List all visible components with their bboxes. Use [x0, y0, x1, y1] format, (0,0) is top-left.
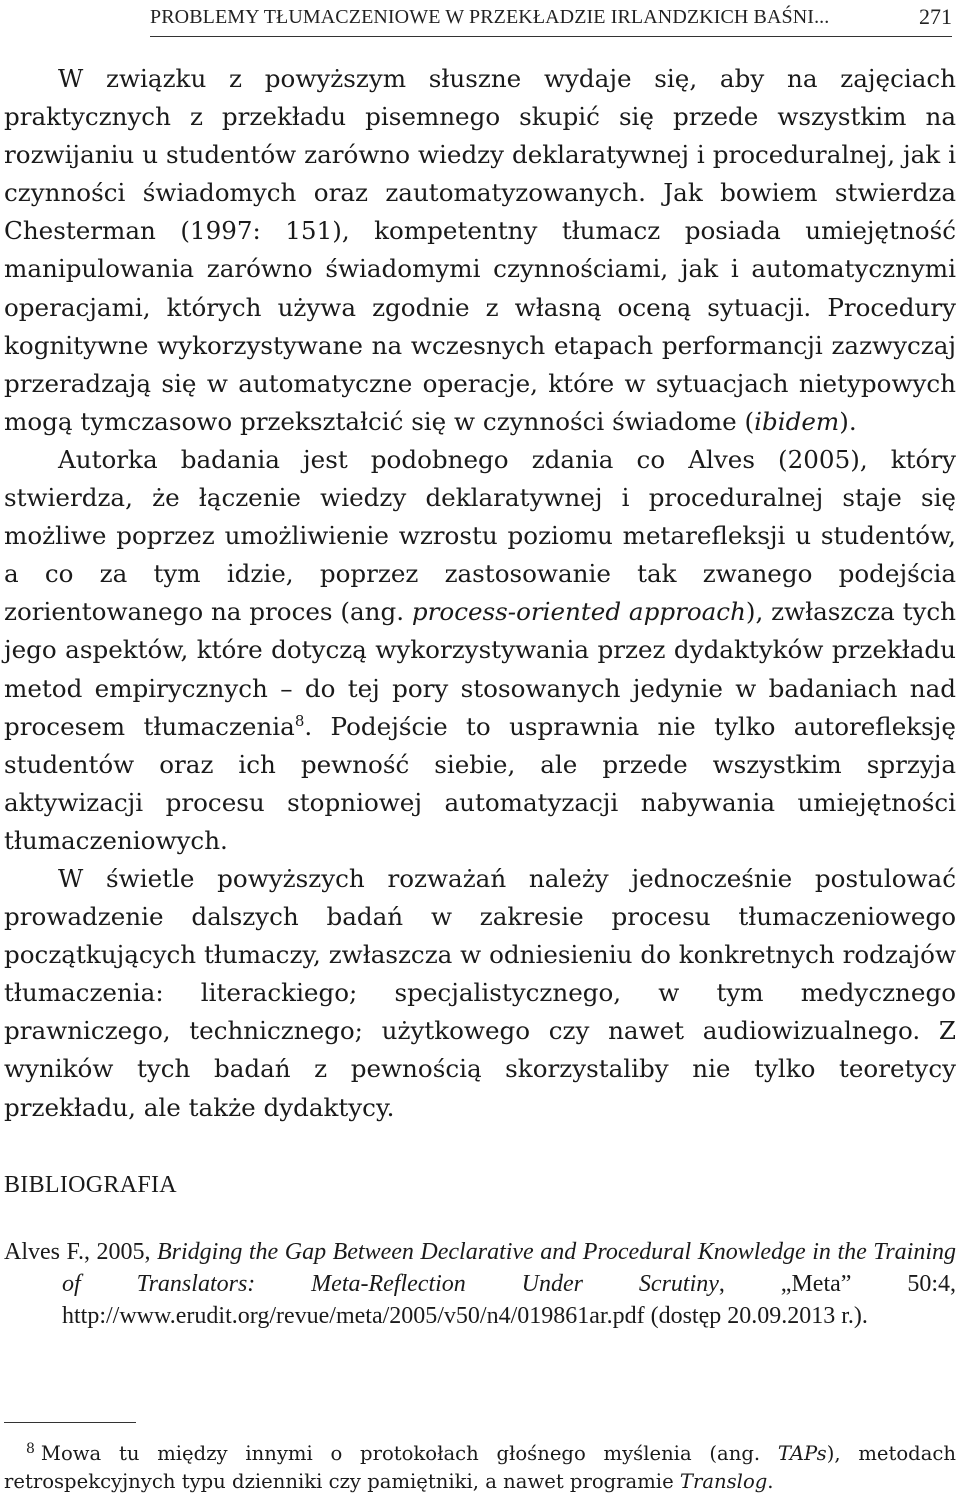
- bibliography-entry: [4, 1236, 956, 1332]
- translog-term: Translog: [679, 1470, 768, 1493]
- english-term: process-oriented approach: [411, 597, 746, 627]
- paragraph-1-end: ).: [839, 406, 857, 436]
- paragraph-2-end: . Podejście to usprawnia nie tylko autorefleksję studentów oraz ich pewność siebie, ale przede wszystkim sprzyja aktywizacji procesu stopniowej automatyzacji nabywania umiejętności tłumaczeniowych.: [4, 711, 956, 855]
- running-head: [150, 4, 952, 34]
- running-head-title: PROBLEMY TŁUMACZENIOWE W PRZEKŁADZIE IRLANDZKICH BAŚNI...: [150, 6, 830, 28]
- footnote-number: 8: [26, 1441, 35, 1457]
- footnote-text: Mowa tu między innymi o protokołach głośnego myślenia (ang.: [40, 1442, 778, 1465]
- taps-term: TAPs: [777, 1442, 827, 1465]
- page-number: 271: [919, 4, 952, 29]
- footnote-rule: [4, 1422, 136, 1423]
- paragraph-2-middle: ), zwłaszcza tych jego aspektów, które dotyczą wykorzystywania przez dydaktyków przekładu metod empirycznych – do tej pory stosowanych jedynie w badaniach nad procesem tłumaczenia: [4, 597, 956, 741]
- ibidem-term: ibidem: [754, 406, 840, 436]
- entry-year: , 2005,: [83, 1239, 158, 1265]
- paragraph-1-text: W związku z powyższym słuszne wydaje się, aby na zajęciach praktycznych z przekładu pisemnego skupić się przede wszystkim na rozwijaniu u studentów zarówno wiedzy deklaratywnej i proceduralnej, jak i czynności świadomych oraz zautomatyzowanych. Jak bowiem stwierdza Chesterman (1997: 151), kompetentny tłumacz posiada umiejętność manipulowania zarówno świadomymi czynnościami, jak i automatycznymi operacjami, których używa zgodnie z własną oceną sytuacji. Procedury kognitywne wykorzystywane na wczesnych etapach performancji zazwyczaj przeradzają się w automatyczne operacje, które w sytuacjach nietypowych mogą tymczasowo przekształcić się w czynności świadome (: [4, 64, 956, 436]
- bibliography-heading: BIBLIOGRAFIA: [4, 1172, 177, 1198]
- header-rule: [150, 36, 952, 37]
- footnote-text-middle: ), metodach retrospekcyjnych typu dzienniki czy pamiętniki, a nawet programie: [4, 1442, 956, 1493]
- footnote-text-end: .: [767, 1470, 774, 1493]
- footnote-reference[interactable]: 8: [294, 711, 305, 730]
- footnote: [4, 1440, 956, 1496]
- paragraph-3: W świetle powyższych rozważań należy jednocześnie postulować prowadzenie dalszych badań w zakresie procesu tłumaczeniowego początkujących tłumaczy, zwłaszcza w odniesieniu do konkretnych rodzajów tłumaczenia: literackiego; specjalistycznego, w tym medycznego prawniczego, technicznego; użytkowego czy nawet audiowizualnego. Z wyników tych badań z pewnością skorzystaliby nie tylko teoretycy przekładu, ale także dydaktycy.: [4, 863, 956, 1122]
- entry-author: Alves F.: [4, 1239, 84, 1265]
- paragraph-1: [4, 60, 956, 441]
- body-text: [4, 60, 956, 1127]
- entry-title: Bridging the Gap Between Declarative and Procedural Knowledge in the Training of Translators: Meta-Reflection Under Scrutiny: [62, 1239, 956, 1297]
- entry-details: , „Meta” 50:4, http://www.erudit.org/revue/meta/2005/v50/n4/019861ar.pdf (dostęp 20.09.2013 r.).: [62, 1271, 956, 1329]
- paragraph-2-text: Autorka badania jest podobnego zdania co Alves (2005), który stwierdza, że łączenie wiedzy deklaratywnej i proceduralnej staje się możliwe poprzez umożliwienie wzrostu poziomu metarefleksji u studentów, a co za tym idzie, poprzez zastosowanie tak zwanego podejścia zorientowanego na proces (ang.: [4, 444, 956, 627]
- bibliography-list: [4, 1236, 956, 1332]
- footnote-8: [4, 1440, 956, 1496]
- paragraph-2: [4, 441, 956, 860]
